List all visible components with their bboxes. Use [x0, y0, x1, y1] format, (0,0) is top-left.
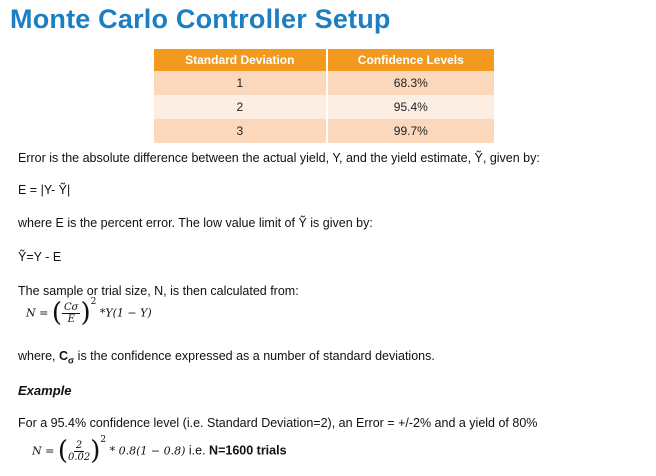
- table-cell: 99.7%: [327, 119, 494, 143]
- example-text: For a 95.4% confidence level (i.e. Standard Deviation=2), an Error = +/-2% and a yield of 80%: [18, 416, 538, 430]
- fraction-numerator: 2: [75, 439, 83, 451]
- formula-tail: * 0.8(1 − 0.8): [109, 444, 186, 458]
- exponent: 2: [90, 297, 97, 308]
- exponent: 2: [100, 435, 107, 446]
- where-prefix: where,: [18, 349, 59, 363]
- fraction-denominator: E: [67, 313, 75, 325]
- c-symbol: C: [59, 349, 69, 363]
- confidence-definition: [18, 349, 435, 366]
- left-paren: (: [57, 436, 68, 466]
- column-header: Confidence Levels: [327, 49, 494, 71]
- error-definition: Error is the absolute difference between the actual yield, Y, and the yield estimate, Ỹ, given by:: [18, 151, 540, 165]
- fraction-numerator: Cσ: [63, 301, 79, 313]
- column-header: Standard Deviation: [154, 49, 327, 71]
- example-heading: Example: [18, 383, 72, 398]
- sample-size-formula: [26, 297, 152, 328]
- formula-lhs: N =: [26, 306, 49, 320]
- table-row: [154, 119, 494, 143]
- percent-error-text: where E is the percent error. The low value limit of Ỹ is given by:: [18, 216, 373, 230]
- confidence-table: [154, 49, 494, 143]
- table-cell: 95.4%: [327, 95, 494, 119]
- ie-text: i.e.: [188, 443, 210, 458]
- formula-tail: *Y(1 − Y): [99, 306, 152, 320]
- error-equation: E = |Y- Ỹ|: [18, 183, 71, 197]
- right-paren: ): [80, 298, 91, 328]
- page-title: Monte Carlo Controller Setup: [10, 4, 391, 34]
- sample-size-text: The sample or trial size, N, is then calculated from:: [18, 284, 299, 298]
- fraction: [62, 302, 80, 325]
- table-cell: 2: [154, 95, 327, 119]
- table-cell: 1: [154, 71, 327, 95]
- fraction: [68, 440, 90, 463]
- table-cell: 3: [154, 119, 327, 143]
- sigma-subscript: σ: [68, 355, 75, 366]
- left-paren: (: [51, 298, 62, 328]
- fraction-denominator: 0.02: [67, 451, 91, 463]
- table-row: [154, 71, 494, 95]
- table-header-row: [154, 49, 494, 71]
- result-text: N=1600 trials: [209, 443, 287, 458]
- where-suffix: is the confidence expressed as a number of standard deviations.: [74, 349, 435, 363]
- formula-lhs: N =: [32, 444, 55, 458]
- table-row: [154, 95, 494, 119]
- low-limit-equation: Ỹ=Y - E: [18, 250, 62, 264]
- table-cell: 68.3%: [327, 71, 494, 95]
- example-formula: [32, 435, 287, 466]
- right-paren: ): [90, 436, 101, 466]
